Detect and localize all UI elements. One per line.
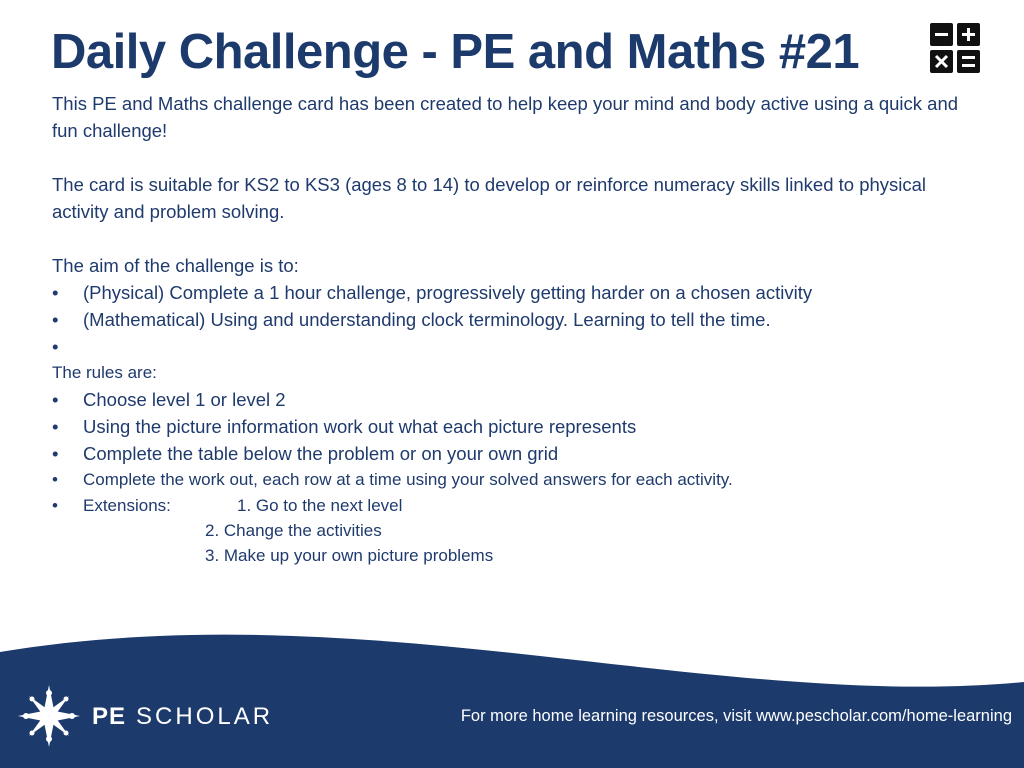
list-item [52, 306, 982, 333]
list-item [52, 279, 982, 306]
rule-item: Complete the table below the problem or on your own grid [83, 443, 559, 464]
list-item [52, 386, 982, 413]
card-body [52, 90, 982, 568]
rules-heading: The rules are: [52, 363, 157, 382]
bullet: • [52, 470, 58, 489]
extension-item: 2. Change the activities [205, 521, 382, 540]
pe-scholar-logo [92, 703, 273, 731]
extensions-label: Extensions: [83, 496, 171, 515]
page-title: Daily Challenge - PE and Maths #21 [51, 25, 860, 79]
extension-item: 3. Make up your own picture problems [205, 546, 494, 565]
aim-item-mathematical: (Mathematical) Using and understanding clock terminology. Learning to tell the time. [83, 309, 771, 330]
bullet: • [52, 416, 59, 437]
footer-wave [0, 630, 1024, 768]
intro-text: This PE and Maths challenge card has been created to help keep your mind and body active using a quick and fun challenge! [52, 93, 959, 141]
bullet: • [52, 443, 59, 464]
aim-item-physical: (Physical) Complete a 1 hour challenge, progressively getting harder on a chosen activity [83, 282, 813, 303]
list-item [52, 467, 982, 493]
logo-scholar: SCHOLAR [136, 703, 274, 730]
bullet: • [52, 309, 59, 330]
suitability-text: The card is suitable for KS2 to KS3 (ages 8 to 14) to develop or reinforce numeracy skills linked to physical activity and problem solving. [52, 174, 927, 222]
list-item [52, 333, 982, 360]
extension-item: 1. Go to the next level [237, 496, 403, 515]
bullet: • [52, 282, 59, 303]
bullet: • [52, 496, 58, 515]
rule-item: Using the picture information work out what each picture represents [83, 416, 637, 437]
logo-pe: PE [92, 703, 127, 730]
rule-item: Complete the work out, each row at a time using your solved answers for each activity. [83, 470, 733, 489]
list-item [52, 413, 982, 440]
calculator-icon [930, 23, 980, 73]
extensions-row [52, 493, 982, 518]
rule-item: Choose level 1 or level 2 [83, 389, 286, 410]
footer-link-text: For more home learning resources, visit www.pescholar.com/home-learning [460, 707, 1012, 725]
list-item [52, 440, 982, 467]
bullet: • [52, 336, 59, 357]
aim-list [52, 279, 982, 360]
rules-list [52, 386, 982, 493]
pe-scholar-logo-icon [16, 683, 82, 749]
aim-heading: The aim of the challenge is to: [52, 255, 299, 276]
bullet: • [52, 389, 59, 410]
